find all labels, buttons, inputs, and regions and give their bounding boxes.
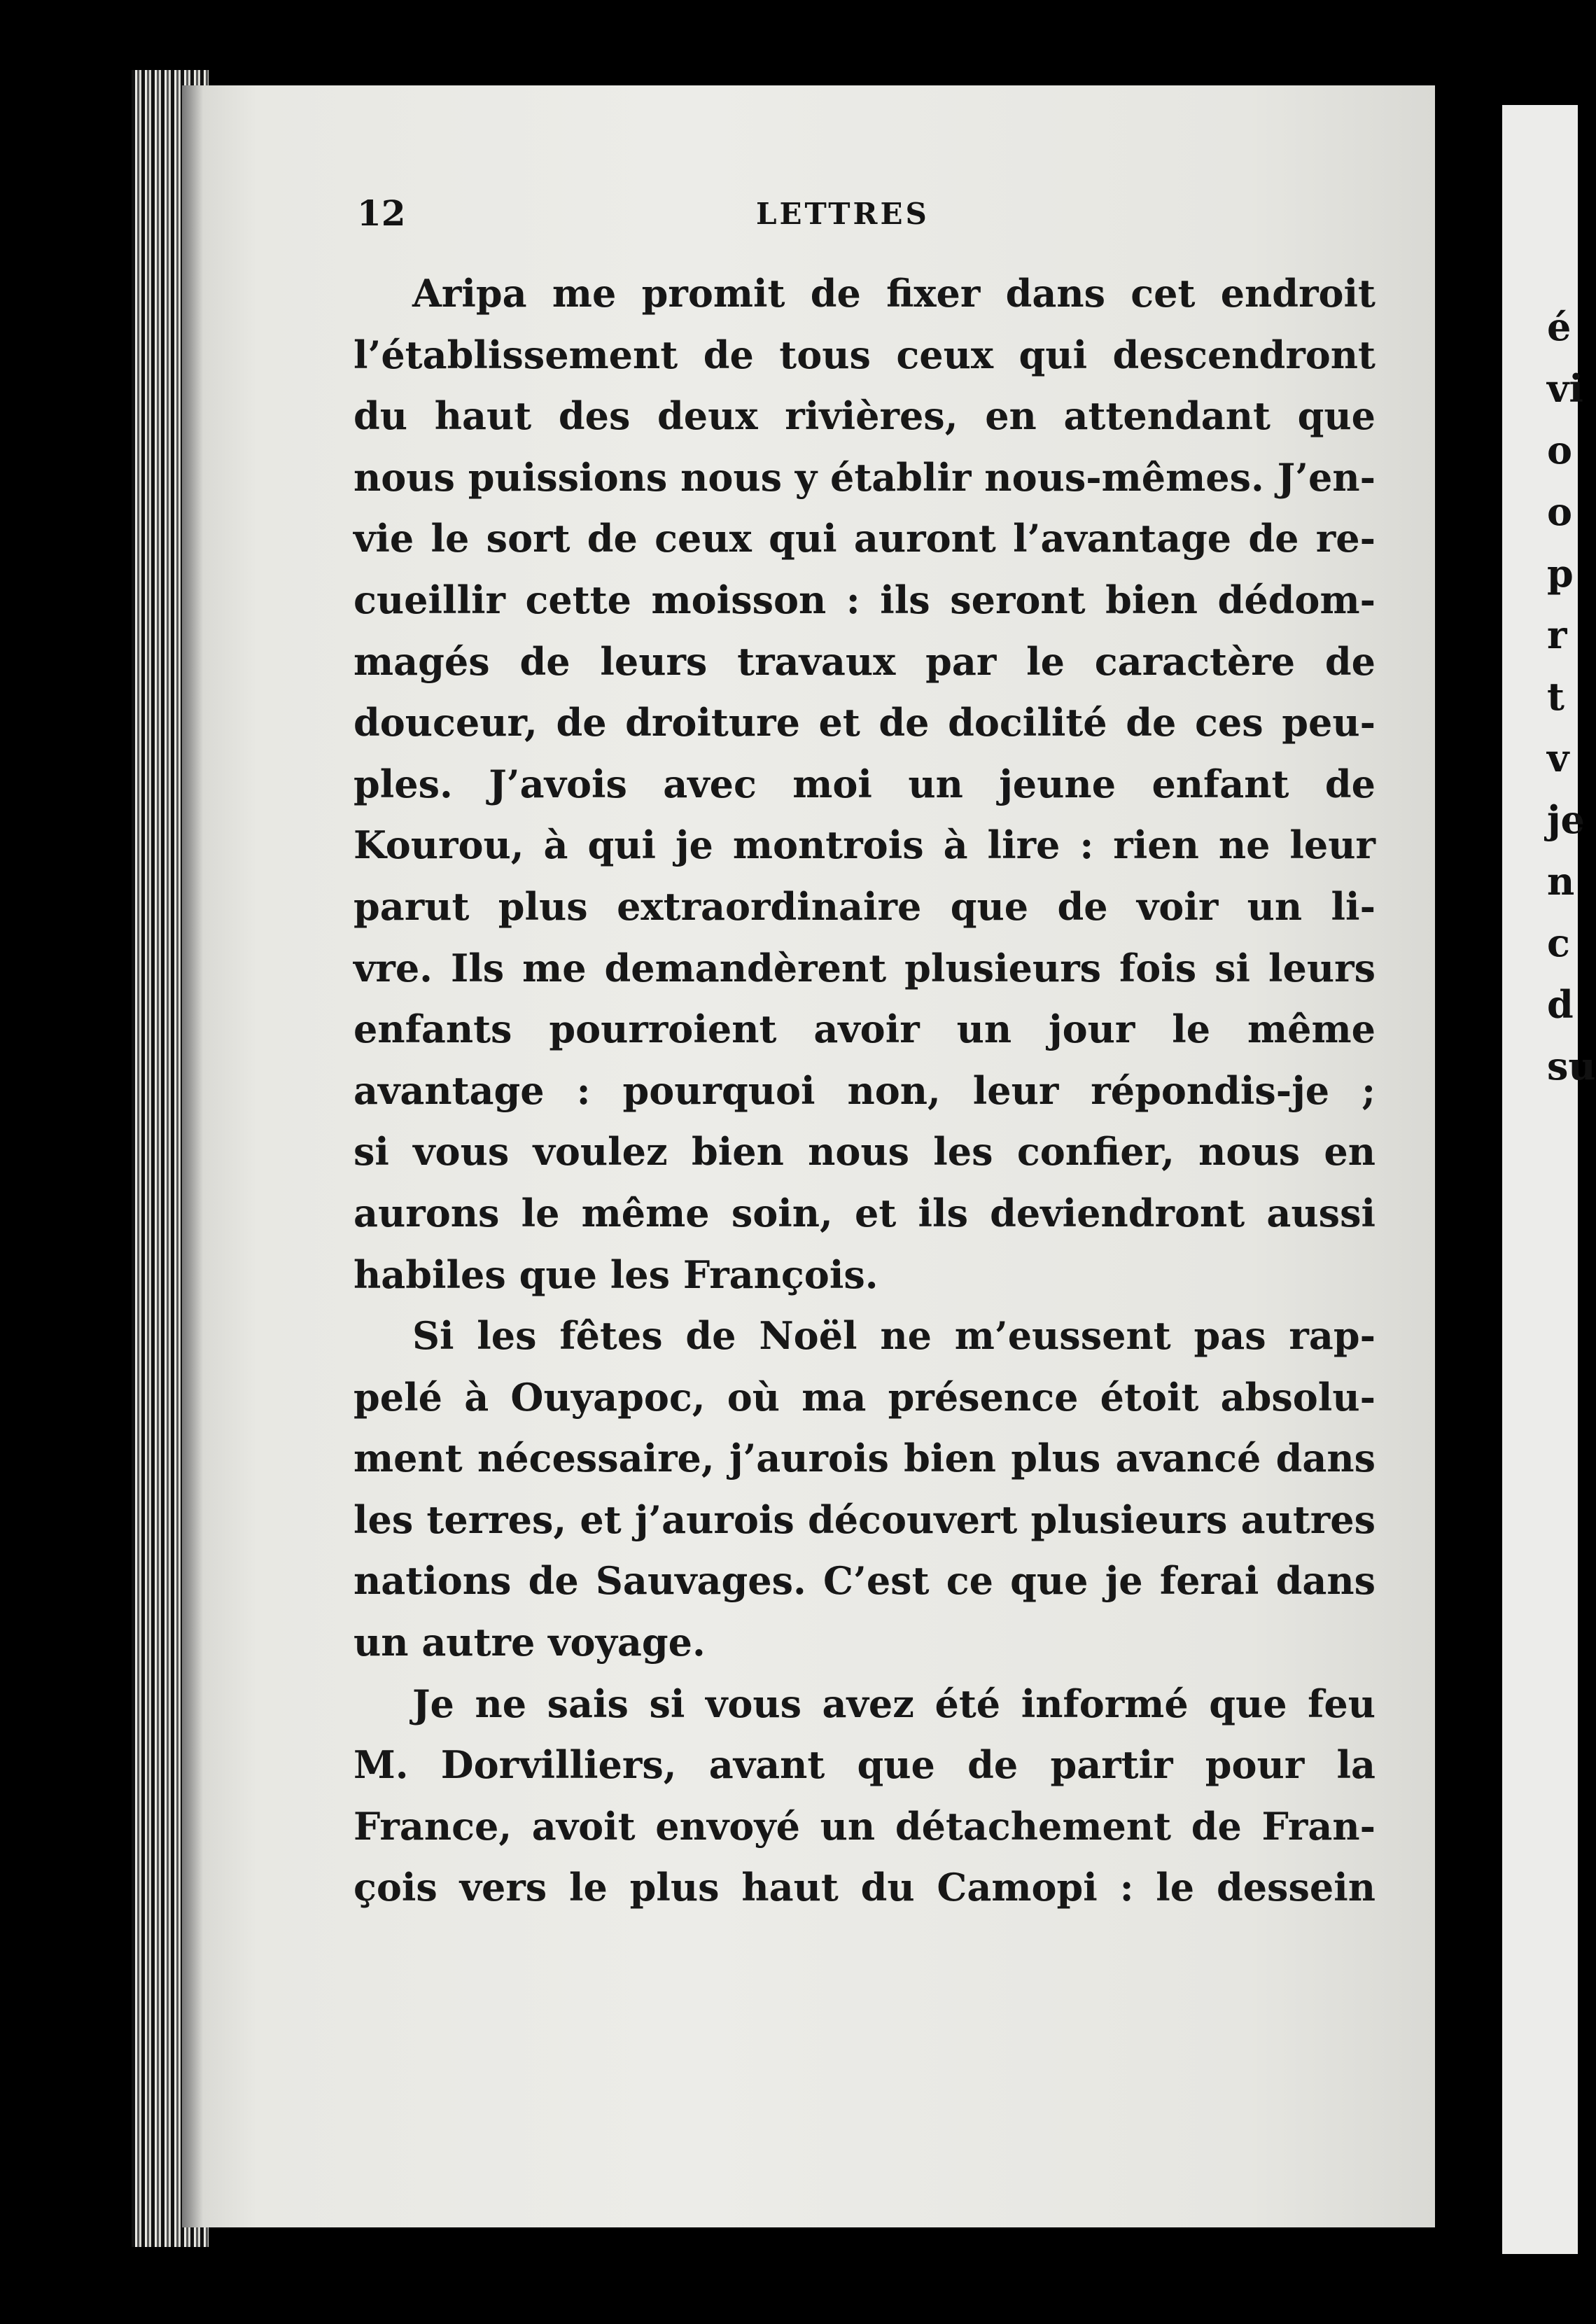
facing-page-fragment: je — [1547, 797, 1585, 842]
page-header — [357, 192, 1372, 241]
text-line: avantage : pourquoi non, leur répondis-je ; — [354, 1068, 1376, 1113]
text-line: l’établissement de tous ceux qui descendront — [354, 332, 1376, 377]
running-head: LETTRES — [756, 197, 930, 231]
text-line: parut plus extraordinaire que de voir un li- — [354, 883, 1376, 929]
text-line: nous puissions nous y établir nous-mêmes. J’en- — [354, 454, 1376, 500]
facing-page-fragment: t — [1547, 674, 1564, 719]
facing-page-fragment: d — [1547, 982, 1574, 1027]
text-line: France, avoit envoyé un détachement de Fran- — [354, 1803, 1376, 1849]
text-line: çois vers le plus haut du Camopi : le dessein — [354, 1865, 1376, 1910]
text-line: vre. Ils me demandèrent plusieurs fois si leurs — [354, 945, 1376, 990]
text-line: pelé à Ouyapoc, où ma présence étoit absolu- — [354, 1374, 1376, 1420]
facing-page-fragment: v — [1547, 736, 1569, 780]
text-line: Aripa me promit de fixer dans cet endroit — [412, 271, 1376, 316]
page-number: 12 — [357, 192, 406, 234]
text-line: Je ne sais si vous avez été informé que feu — [412, 1681, 1376, 1726]
text-line: M. Dorvilliers, avant que de partir pour la — [354, 1742, 1376, 1788]
facing-page-fragment: vi — [1547, 366, 1583, 411]
text-line: nations de Sauvages. C’est ce que je ferai dans — [354, 1558, 1376, 1604]
gutter-shadow — [182, 85, 203, 2227]
text-line: si vous voulez bien nous les confier, nous en — [354, 1129, 1376, 1175]
text-line: ment nécessaire, j’aurois bien plus avancé dans — [354, 1436, 1376, 1481]
body-text — [354, 263, 1376, 1919]
facing-page-fragment: o — [1547, 489, 1573, 534]
text-line: du haut des deux rivières, en attendant que — [354, 393, 1376, 439]
facing-page-fragment: o — [1547, 428, 1573, 472]
text-line: ples. J’avois avec moi un jeune enfant de — [354, 761, 1376, 806]
text-line: les terres, et j’aurois découvert plusieurs autres — [354, 1497, 1376, 1542]
text-line: aurons le même soin, et ils deviendront aussi — [354, 1190, 1376, 1236]
facing-page-fragment: n — [1547, 859, 1575, 904]
facing-page-edge — [1502, 105, 1596, 2254]
text-line: enfants pourroient avoir un jour le même — [354, 1007, 1376, 1052]
text-line: un autre voyage. — [354, 1620, 706, 1665]
facing-page-fragment: r — [1547, 612, 1567, 657]
text-line: Kourou, à qui je montrois à lire : rien ne leur — [354, 822, 1376, 868]
text-line: habiles que les François. — [354, 1252, 878, 1297]
facing-page-fragment: su — [1547, 1044, 1596, 1088]
text-line: douceur, de droiture et de docilité de ces peu- — [354, 700, 1376, 746]
facing-page-fragment: é — [1547, 304, 1572, 349]
text-line: cueillir cette moisson : ils seront bien dédom- — [354, 577, 1376, 622]
facing-page-fragment: p — [1547, 551, 1574, 596]
text-line: Si les fêtes de Noël ne m’eussent pas rap- — [412, 1313, 1376, 1359]
text-line: vie le sort de ceux qui auront l’avantage de re- — [354, 516, 1376, 561]
text-line: magés de leurs travaux par le caractère de — [354, 638, 1376, 684]
facing-page-fragment: c — [1547, 920, 1570, 965]
